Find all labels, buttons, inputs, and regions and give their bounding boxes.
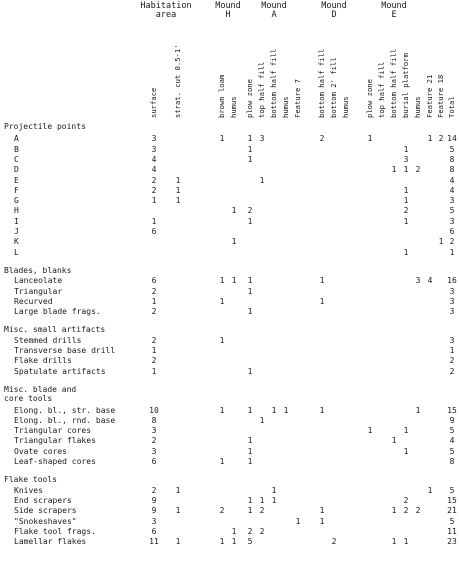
table-cell: 2 bbox=[403, 206, 409, 216]
table-cell: 3 bbox=[449, 307, 455, 317]
column-header: burial platform bbox=[401, 53, 410, 118]
column-header: bottom half fill bbox=[317, 48, 326, 118]
table-cell: 1 bbox=[247, 436, 253, 446]
table-cell: 2 bbox=[415, 165, 421, 175]
table-cell: 3 bbox=[449, 286, 455, 296]
section-title: Misc. small artifacts bbox=[4, 325, 106, 335]
table-cell: 10 bbox=[149, 405, 159, 415]
table-cell: 1 bbox=[259, 495, 265, 505]
table-cell: 3 bbox=[449, 216, 455, 226]
table-cell: 1 bbox=[247, 495, 253, 505]
section-title: Projectile points bbox=[4, 122, 86, 131]
table-cell: 6 bbox=[449, 227, 455, 236]
table-cell: 2 bbox=[259, 506, 265, 516]
row-label: D bbox=[14, 165, 19, 175]
table-cell: 1 bbox=[319, 296, 325, 306]
table-cell: 2 bbox=[319, 134, 325, 144]
column-header: humus bbox=[229, 96, 238, 118]
table-cell: 1 bbox=[449, 346, 455, 355]
table-cell: 15 bbox=[447, 405, 457, 415]
row-label: G bbox=[14, 196, 19, 206]
group-header: Mound E bbox=[381, 1, 407, 20]
table-cell: 1 bbox=[247, 366, 253, 376]
table-cell: 2 bbox=[415, 506, 421, 516]
table-cell: 6 bbox=[151, 227, 157, 236]
table-cell: 1 bbox=[219, 537, 225, 547]
table-cell: 2 bbox=[449, 237, 455, 247]
table-cell: 1 bbox=[151, 296, 157, 306]
row-label: Transverse base drill bbox=[14, 346, 116, 355]
row-label: "Snokeshaves" bbox=[14, 516, 77, 526]
table-cell: 1 bbox=[271, 485, 277, 495]
row-label: C bbox=[14, 154, 19, 164]
table-cell: 11 bbox=[447, 526, 457, 536]
table-cell: 5 bbox=[449, 485, 455, 495]
table-cell: 1 bbox=[247, 405, 253, 415]
table-cell: 1 bbox=[403, 185, 409, 195]
group-header: Mound D bbox=[321, 1, 347, 20]
table-cell: 1 bbox=[175, 506, 181, 516]
table-cell: 3 bbox=[415, 276, 421, 286]
column-header: humus bbox=[341, 96, 350, 118]
table-cell: 1 bbox=[247, 144, 253, 154]
column-header: Feature 7 bbox=[293, 79, 302, 118]
column-header: Feature 21 bbox=[425, 74, 434, 118]
table-cell: 1 bbox=[403, 165, 409, 175]
table-cell: 2 bbox=[151, 307, 157, 317]
table-cell: 6 bbox=[151, 457, 157, 466]
table-cell: 2 bbox=[151, 335, 157, 345]
table-cell: 1 bbox=[219, 335, 225, 345]
table-cell: 14 bbox=[447, 134, 457, 144]
table-cell: 5 bbox=[449, 516, 455, 526]
section-title: Flake tools bbox=[4, 475, 57, 485]
row-label: E bbox=[14, 175, 19, 185]
row-label: Elong. bl., rnd. base bbox=[14, 415, 116, 425]
table-cell: 5 bbox=[449, 446, 455, 456]
row-label: A bbox=[14, 134, 19, 144]
table-cell: 3 bbox=[151, 426, 157, 436]
table-cell: 1 bbox=[403, 426, 409, 436]
table-cell: 1 bbox=[415, 405, 421, 415]
table-cell: 21 bbox=[447, 506, 457, 516]
table-cell: 5 bbox=[449, 206, 455, 216]
table-cell: 4 bbox=[449, 175, 455, 185]
row-label: F bbox=[14, 185, 19, 195]
table-cell: 1 bbox=[427, 485, 433, 495]
table-cell: 3 bbox=[151, 144, 157, 154]
column-header: humus bbox=[281, 96, 290, 118]
table-cell: 1 bbox=[247, 307, 253, 317]
table-cell: 1 bbox=[151, 216, 157, 226]
table-cell: 1 bbox=[403, 144, 409, 154]
section-title: Misc. blade and core tools bbox=[4, 384, 77, 403]
table-cell: 16 bbox=[447, 276, 457, 286]
row-label: I bbox=[14, 216, 19, 226]
table-cell: 1 bbox=[319, 405, 325, 415]
table-cell: 1 bbox=[175, 185, 181, 195]
group-header: Mound A bbox=[261, 1, 287, 20]
table-cell: 1 bbox=[219, 457, 225, 466]
table-cell: 1 bbox=[231, 237, 237, 247]
table-cell: 1 bbox=[247, 154, 253, 164]
row-label: Spatulate artifacts bbox=[14, 366, 106, 376]
table-cell: 1 bbox=[231, 537, 237, 547]
section-title: Blades, blanks bbox=[4, 265, 72, 275]
table-cell: 1 bbox=[391, 436, 397, 446]
table-cell: 1 bbox=[247, 457, 253, 466]
table-cell: 4 bbox=[151, 165, 157, 175]
table-cell: 1 bbox=[219, 276, 225, 286]
table-cell: 1 bbox=[391, 506, 397, 516]
table-cell: 1 bbox=[151, 196, 157, 206]
row-label: J bbox=[14, 227, 19, 236]
table-cell: 3 bbox=[151, 446, 157, 456]
table-cell: 1 bbox=[219, 134, 225, 144]
table-cell: 1 bbox=[391, 165, 397, 175]
table-cell: 3 bbox=[259, 134, 265, 144]
table-cell: 4 bbox=[449, 436, 455, 446]
row-label: Triangular bbox=[14, 286, 63, 296]
table-cell: 1 bbox=[259, 415, 265, 425]
row-label: B bbox=[14, 144, 19, 154]
table-cell: 4 bbox=[449, 185, 455, 195]
table-cell: 9 bbox=[151, 495, 157, 505]
table-cell: 2 bbox=[259, 526, 265, 536]
table-cell: 2 bbox=[151, 356, 157, 366]
table-cell: 2 bbox=[331, 537, 337, 547]
table-cell: 1 bbox=[175, 485, 181, 495]
table-cell: 5 bbox=[449, 144, 455, 154]
group-header: Habitation area bbox=[140, 1, 192, 20]
table-cell: 1 bbox=[271, 495, 277, 505]
table-cell: 3 bbox=[449, 335, 455, 345]
table-cell: 3 bbox=[449, 196, 455, 206]
table-cell: 11 bbox=[149, 537, 159, 547]
column-header: humus bbox=[413, 96, 422, 118]
row-label: Large blade frags. bbox=[14, 307, 101, 317]
row-label: Elong. bl., str. base bbox=[14, 405, 116, 415]
table-cell: 2 bbox=[151, 185, 157, 195]
table-cell: 8 bbox=[151, 415, 157, 425]
table-cell: 1 bbox=[247, 446, 253, 456]
group-header: Mound H bbox=[215, 1, 241, 20]
table-cell: 1 bbox=[231, 276, 237, 286]
row-label: Ovate cores bbox=[14, 446, 67, 456]
table-cell: 1 bbox=[271, 405, 277, 415]
table-cell: 8 bbox=[449, 457, 455, 466]
table-cell: 8 bbox=[449, 165, 455, 175]
table-cell: 1 bbox=[319, 516, 325, 526]
table-cell: 2 bbox=[438, 134, 444, 144]
row-label: Flake drills bbox=[14, 356, 72, 366]
table-cell: 2 bbox=[449, 366, 455, 376]
column-header: surface bbox=[149, 87, 158, 118]
table-cell: 15 bbox=[447, 495, 457, 505]
table-cell: 1 bbox=[219, 405, 225, 415]
table-cell: 1 bbox=[319, 506, 325, 516]
table-cell: 1 bbox=[403, 216, 409, 226]
column-header: top half fill bbox=[257, 61, 266, 118]
table-cell: 1 bbox=[438, 237, 444, 247]
table-cell: 9 bbox=[151, 506, 157, 516]
table-cell: 4 bbox=[427, 276, 433, 286]
row-label: Side scrapers bbox=[14, 506, 77, 516]
table-cell: 1 bbox=[247, 216, 253, 226]
table-cell: 2 bbox=[151, 436, 157, 446]
table-cell: 1 bbox=[247, 134, 253, 144]
column-header: strat. cut 0.5-1' bbox=[173, 44, 182, 118]
table-cell: 1 bbox=[403, 446, 409, 456]
table-cell: 1 bbox=[151, 366, 157, 376]
table-cell: 1 bbox=[319, 276, 325, 286]
table-cell: 2 bbox=[247, 526, 253, 536]
table-cell: 1 bbox=[231, 206, 237, 216]
table-cell: 2 bbox=[449, 356, 455, 366]
row-label: L bbox=[14, 247, 19, 257]
table-cell: 2 bbox=[219, 506, 225, 516]
table-cell: 1 bbox=[219, 296, 225, 306]
table-cell: 23 bbox=[447, 537, 457, 547]
column-header: plow zone bbox=[245, 79, 254, 118]
table-cell: 5 bbox=[247, 537, 253, 547]
table-cell: 1 bbox=[367, 426, 373, 436]
table-cell: 2 bbox=[403, 506, 409, 516]
column-header: bottom half fill bbox=[269, 48, 278, 118]
table-cell: 4 bbox=[151, 154, 157, 164]
table-cell: 1 bbox=[247, 276, 253, 286]
column-header: plow zone bbox=[365, 79, 374, 118]
table-cell: 1 bbox=[449, 247, 455, 257]
table-cell: 3 bbox=[403, 154, 409, 164]
table-cell: 1 bbox=[175, 196, 181, 206]
table-cell: 2 bbox=[151, 175, 157, 185]
table-cell: 1 bbox=[403, 537, 409, 547]
table-cell: 3 bbox=[449, 296, 455, 306]
table-cell: 1 bbox=[367, 134, 373, 144]
table-cell: 1 bbox=[247, 286, 253, 296]
table-cell: 2 bbox=[403, 495, 409, 505]
table-cell: 6 bbox=[151, 276, 157, 286]
table-cell: 1 bbox=[175, 537, 181, 547]
table-cell: 1 bbox=[151, 346, 157, 355]
table-cell: 8 bbox=[449, 154, 455, 164]
column-header: top half fill bbox=[377, 61, 386, 118]
row-label: Lamellar flakes bbox=[14, 537, 87, 547]
table-cell: 1 bbox=[403, 196, 409, 206]
row-label: Leaf-shaped cores bbox=[14, 457, 96, 466]
table-cell: 1 bbox=[175, 175, 181, 185]
table-cell: 2 bbox=[151, 485, 157, 495]
table-cell: 1 bbox=[295, 516, 301, 526]
row-label: Lanceolate bbox=[14, 276, 63, 286]
row-label: Triangular cores bbox=[14, 426, 92, 436]
row-label: K bbox=[14, 237, 19, 247]
table-cell: 3 bbox=[151, 516, 157, 526]
table-cell: 9 bbox=[449, 415, 455, 425]
column-header: Total bbox=[447, 96, 456, 118]
row-label: Flake tool frags. bbox=[14, 526, 96, 536]
table-cell: 5 bbox=[449, 426, 455, 436]
row-label: End scrapers bbox=[14, 495, 72, 505]
table-cell: 1 bbox=[403, 247, 409, 257]
row-label: Recurved bbox=[14, 296, 53, 306]
table-cell: 1 bbox=[231, 526, 237, 536]
row-label: Knives bbox=[14, 485, 43, 495]
column-header: brown loam bbox=[217, 74, 226, 118]
table-cell: 2 bbox=[247, 206, 253, 216]
table-cell: 1 bbox=[283, 405, 289, 415]
table-cell: 1 bbox=[391, 537, 397, 547]
table-cell: 3 bbox=[151, 134, 157, 144]
table-cell: 2 bbox=[151, 286, 157, 296]
table-cell: 1 bbox=[427, 134, 433, 144]
row-label: Triangular flakes bbox=[14, 436, 96, 446]
row-label: Stemmed drills bbox=[14, 335, 82, 345]
column-header: bottom half fill bbox=[389, 48, 398, 118]
table-cell: 1 bbox=[259, 175, 265, 185]
table-cell: 1 bbox=[247, 506, 253, 516]
table-cell: 6 bbox=[151, 526, 157, 536]
column-header: bottom 2' fill bbox=[329, 57, 338, 118]
column-header: Feature 18 bbox=[436, 74, 445, 118]
row-label: H bbox=[14, 206, 19, 216]
